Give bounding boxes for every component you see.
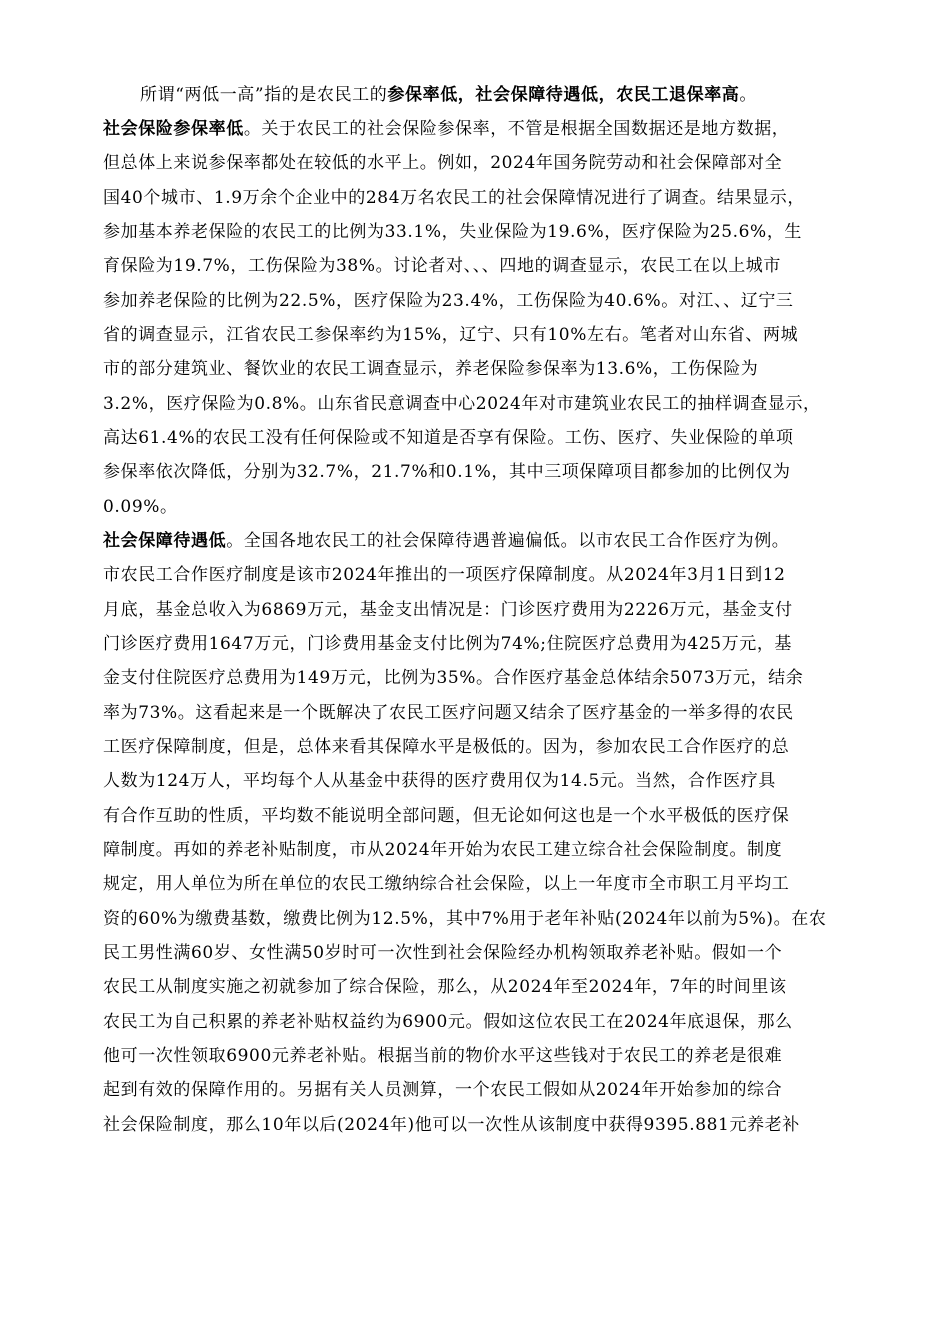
text-line [103,701,794,725]
text-run: 国40个城市、1.9万余个企业中的284万名农民工的社会保障情况进行了调查。结果显示， [103,188,805,208]
text-line [103,563,786,587]
text-line [103,392,821,416]
text-line [103,151,782,175]
text-run: 高达61.4%的农民工没有任何保险或不知道是否享有保险。工伤、医疗、失业保险的单项 [103,428,794,448]
text-line [103,220,802,244]
text-line [103,117,789,141]
text-line [103,357,758,381]
text-run: 。全国各地农民工的社会保障待遇普遍偏低。以市农民工合作医疗为例。 [226,531,790,551]
text-line [103,1113,800,1137]
text-line [103,666,803,690]
text-line [103,769,776,793]
text-run: 参保率依次降低，分别为32.7%，21.7%和0.1%，其中三项保障项目都参加的比例仅为 [103,462,791,482]
text-run: 门诊医疗费用1647万元，门诊费用基金支付比例为74%;住院医疗总费用为425万元，基 [103,634,793,654]
text-line [103,1078,782,1102]
text-run: 但总体上来说参保率都处在较低的水平上。例如，2024年国务院劳动和社会保障部对全 [103,153,783,173]
text-line [103,735,789,759]
text-line [103,529,789,553]
text-line [103,1044,782,1068]
text-run: 市的部分建筑业、餐饮业的农民工调查显示，养老保险参保率为13.6%，工伤保险为 [103,359,759,379]
text-line [103,838,782,862]
text-line [103,632,792,656]
text-run: 。 [739,85,757,105]
text-line [103,495,178,519]
text-run: 省的调查显示，江省农民工参保率约为15%，辽宁、只有10%左右。笔者对山东省、两城 [103,325,799,345]
text-line [103,872,789,896]
text-line [103,460,791,484]
text-run: 人数为124万人，平均每个人从基金中获得的医疗费用仅为14.5元。当然，合作医疗具 [103,771,776,791]
text-run: 3.2%，医疗保险为0.8%。山东省民意调查中心2024年对市建筑业农民工的抽样调查显示， [103,394,821,414]
text-run: 他可一次性领取6900元养老补贴。根据当前的物价水平这些钱对于农民工的养老是很难 [103,1046,783,1066]
text-run: 参加基本养老保险的农民工的比例为33.1%，失业保险为19.6%，医疗保险为25.6%，生 [103,222,803,242]
text-run: 规定，用人单位为所在单位的农民工缴纳综合社会保险，以上一年度市全市职工月平均工 [103,874,790,894]
section-heading: 社会保障待遇低 [103,531,227,551]
text-run: 。关于农民工的社会保险参保率，不管是根据全国数据还是地方数据， [243,119,790,139]
text-run: 资的60%为缴费基数，缴费比例为12.5%，其中7%用于老年补贴(2024年以前为5%)。在农 [103,909,827,929]
text-line [103,975,787,999]
text-line [103,254,781,278]
text-run: 0.09%。 [103,497,178,517]
text-run: 工医疗保障制度，但是，总体来看其保障水平是极低的。因为，参加农民工合作医疗的总 [103,737,790,757]
text-run: 有合作互助的性质，平均数不能说明全部问题，但无论如何这也是一个水平极低的医疗保 [103,806,790,826]
text-run: 育保险为19.7%，工伤保险为38%。讨论者对、、、四地的调查显示，农民工在以上城市 [103,256,781,276]
text-line [103,186,805,210]
text-run: 民工男性满60岁、女性满50岁时可一次性到社会保险经办机构领取养老补贴。假如一个 [103,943,783,963]
text-run: 参加养老保险的比例为22.5%，医疗保险为23.4%，工伤保险为40.6%。对江、、辽宁三 [103,291,794,311]
text-run: 农民工为自己积累的养老补贴权益约为6900元。假如这位农民工在2024年底退保，那么 [103,1012,793,1032]
bold-text-run: 参保率低，社会保障待遇低，农民工退保率高 [387,85,740,105]
text-run: 金支付住院医疗总费用为149万元，比例为35%。合作医疗基金总体结余5073万元，结余 [103,668,804,688]
text-line [103,804,789,828]
text-run: 月底，基金总收入为6869万元，基金支出情况是：门诊医疗费用为2226万元，基金支付 [103,600,793,620]
text-line [103,1010,793,1034]
text-run: 市农民工合作医疗制度是该市2024年推出的一项医疗保障制度。从2024年3月1日到12 [103,565,786,585]
text-run: 社会保险制度，那么10年以后(2024年)他可以一次性从该制度中获得9395.881元养老补 [103,1115,800,1135]
text-line [140,83,757,107]
section-heading: 社会保险参保率低 [103,119,244,139]
text-run: 所谓“两低一高”指的是农民工的 [140,85,388,105]
text-run: 障制度。再如的养老补贴制度，市从2024年开始为农民工建立综合社会保险制度。制度 [103,840,783,860]
text-line [103,598,793,622]
text-line [103,941,782,965]
text-line [103,323,798,347]
text-line [103,289,794,313]
text-run: 率为73%。这看起来是一个既解决了农民工医疗问题又结余了医疗基金的一举多得的农民 [103,703,794,723]
text-run: 起到有效的保障作用的。另据有关人员测算，一个农民工假如从2024年开始参加的综合 [103,1080,783,1100]
text-line [103,907,826,931]
text-run: 农民工从制度实施之初就参加了综合保险，那么，从2024年至2024年，7年的时间里该 [103,977,787,997]
text-line [103,426,794,450]
